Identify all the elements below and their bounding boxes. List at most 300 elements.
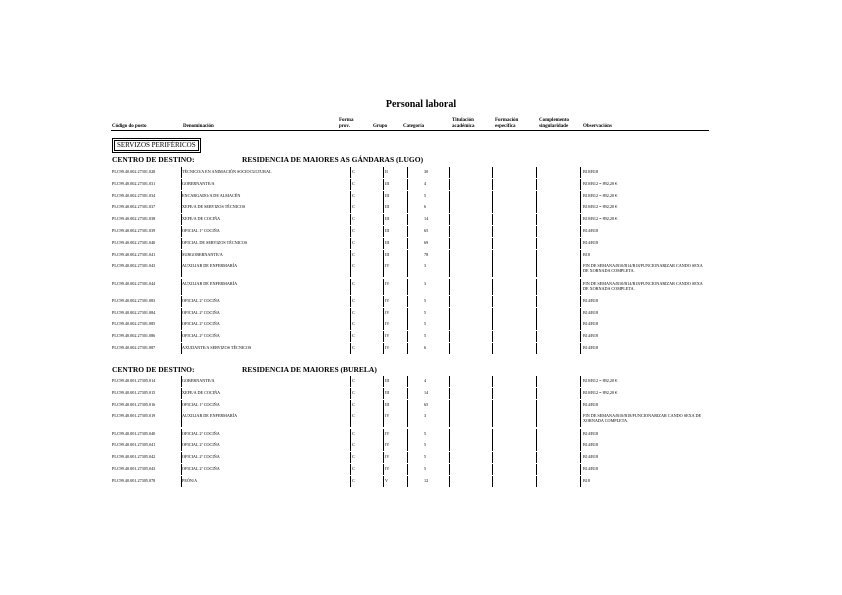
column-divider (449, 343, 450, 354)
column-divider (449, 411, 450, 427)
column-divider (181, 343, 182, 354)
cell-denominacion: OFICIAL DE SERVIZOS TÉCNICOS (182, 239, 248, 245)
column-divider (181, 191, 182, 202)
column-divider (383, 214, 384, 225)
column-divider (492, 400, 493, 411)
column-divider (580, 226, 581, 237)
column-divider (407, 261, 408, 277)
column-divider (449, 250, 450, 261)
cell-forma: C (352, 401, 355, 407)
column-divider (181, 319, 182, 330)
cell-forma: C (352, 204, 355, 210)
cell-categoria: 5 (424, 442, 427, 448)
column-divider (536, 214, 537, 225)
column-divider (536, 319, 537, 330)
column-divider (383, 296, 384, 307)
column-divider (350, 261, 351, 277)
column-divider (492, 440, 493, 451)
column-divider (492, 343, 493, 354)
column-divider (407, 179, 408, 190)
cell-observacions: FIN DE SEMANA/B10/B14/B18/FUNCIONARIZAR CANDO SEXA DE XORNADA COMPLETA. (583, 263, 703, 274)
cell-codigo: PLC99.40.002.27301.038 (112, 216, 156, 222)
column-divider (350, 296, 351, 307)
column-divider (580, 214, 581, 225)
column-divider (536, 411, 537, 427)
cell-codigo: PLC99.40.002.27301.084 (112, 309, 156, 315)
column-divider (449, 476, 450, 487)
cell-denominacion: ENCARGADO/A DE ALMACÉN (182, 192, 241, 198)
cell-denominacion: AUXILIAR DE ENFERMARÍA (182, 413, 238, 419)
column-divider (407, 429, 408, 440)
cell-categoria: 5 (424, 192, 427, 198)
cell-denominacion: OFICIAL 2ª COCIÑA (182, 309, 220, 315)
column-divider (449, 214, 450, 225)
column-divider (492, 331, 493, 342)
cell-grupo: III (385, 401, 390, 407)
column-divider (350, 464, 351, 475)
column-divider (580, 191, 581, 202)
cell-codigo: PLC99.40.002.27301.037 (112, 204, 156, 210)
column-divider (407, 250, 408, 261)
column-divider (407, 476, 408, 487)
column-divider (580, 440, 581, 451)
cell-forma: C (352, 333, 355, 339)
cell-categoria: 3 (424, 413, 427, 419)
column-divider (449, 308, 450, 319)
cell-observacions: B10/B12 = 892,20 € (583, 389, 618, 395)
column-divider (492, 388, 493, 399)
column-divider (350, 226, 351, 237)
column-divider (580, 452, 581, 463)
cell-forma: C (352, 251, 355, 257)
cell-grupo: III (385, 239, 390, 245)
cell-grupo: IV (385, 413, 390, 419)
cell-denominacion: XEFE/A DE SERVIZOS TÉCNICOS (182, 204, 246, 210)
column-divider (449, 226, 450, 237)
table-header (111, 116, 709, 131)
column-divider (449, 331, 450, 342)
column-divider (383, 376, 384, 387)
cell-forma: C (352, 321, 355, 327)
column-divider (492, 214, 493, 225)
cell-forma: C (352, 297, 355, 303)
column-divider (536, 331, 537, 342)
cell-categoria: 78 (424, 251, 429, 257)
column-divider (492, 319, 493, 330)
column-divider (350, 376, 351, 387)
column-divider (383, 279, 384, 295)
cell-observacions: B10/B18 (583, 169, 599, 174)
column-divider (580, 308, 581, 319)
cell-denominacion: GOBERNANTE/A (182, 180, 215, 186)
column-divider (350, 167, 351, 178)
cell-grupo: IV (385, 442, 390, 448)
col-formacion: Formación específica (495, 118, 519, 129)
column-divider (449, 238, 450, 249)
column-divider (536, 376, 537, 387)
cell-categoria: 6 (424, 204, 427, 210)
column-divider (407, 238, 408, 249)
cell-grupo: IV (385, 321, 390, 327)
cell-codigo: PLC99.40.002.27301.041 (112, 251, 156, 257)
cell-codigo: PLC99.40.002.27301.028 (112, 169, 156, 174)
column-divider (383, 226, 384, 237)
column-divider (580, 476, 581, 487)
cell-codigo: PLC99.40.002.27301.086 (112, 333, 156, 339)
cell-denominacion: XEFE/A DE COCIÑA (182, 389, 221, 395)
cell-denominacion: AUXILIAR DE ENFERMARÍA (182, 280, 238, 286)
column-divider (580, 319, 581, 330)
col-titulacion: Titulación académica (452, 118, 475, 129)
cell-denominacion: XEFE/A DE COCIÑA (182, 216, 221, 222)
column-divider (580, 238, 581, 249)
column-divider (407, 331, 408, 342)
cell-observacions: B18 (583, 477, 590, 483)
cell-observacions: B14/B18 (583, 228, 599, 233)
cell-denominacion: AUXILIAR DE ENFERMARÍA (182, 263, 238, 269)
column-divider (449, 191, 450, 202)
column-divider (407, 319, 408, 330)
cell-categoria: 5 (424, 454, 427, 460)
column-divider (383, 319, 384, 330)
column-divider (350, 308, 351, 319)
cell-categoria: 3 (424, 280, 427, 286)
column-divider (350, 440, 351, 451)
cell-forma: C (352, 477, 355, 483)
cell-observacions: B18 (583, 251, 590, 257)
column-divider (181, 261, 182, 277)
column-divider (492, 250, 493, 261)
page-title: Personal laboral (385, 99, 457, 110)
column-divider (350, 411, 351, 427)
cell-grupo: III (385, 389, 390, 395)
column-divider (181, 464, 182, 475)
column-divider (536, 452, 537, 463)
column-divider (536, 191, 537, 202)
cell-forma: C (352, 442, 355, 448)
column-divider (407, 308, 408, 319)
column-divider (350, 429, 351, 440)
column-divider (181, 452, 182, 463)
column-divider (580, 429, 581, 440)
column-divider (536, 343, 537, 354)
cell-observacions: B14/B18 (583, 239, 599, 245)
cell-grupo: IV (385, 309, 390, 315)
cell-forma: C (352, 228, 355, 233)
cell-categoria: 14 (424, 389, 429, 395)
column-divider (536, 226, 537, 237)
centro-name: RESIDENCIA DE MAIORES (BURELA) (242, 365, 377, 374)
column-divider (449, 261, 450, 277)
column-divider (580, 464, 581, 475)
cell-categoria: 69 (424, 239, 429, 245)
cell-codigo: PLC99.40.001.27305.043 (112, 466, 156, 471)
column-divider (383, 429, 384, 440)
cell-codigo: PLC99.40.002.27301.044 (112, 280, 156, 286)
cell-forma: C (352, 454, 355, 460)
cell-grupo: II (385, 169, 388, 174)
cell-observacions: B14/B18 (583, 430, 599, 436)
cell-forma: C (352, 169, 355, 174)
cell-forma: C (352, 239, 355, 245)
column-divider (536, 464, 537, 475)
column-divider (350, 250, 351, 261)
cell-denominacion: SUBGOBERNANTE/A (182, 251, 223, 257)
column-divider (350, 179, 351, 190)
cell-denominacion: AXUDANTE/A SERVIZOS TÉCNICOS (182, 345, 252, 350)
cell-codigo: PLC99.40.002.27301.087 (112, 345, 156, 350)
column-divider (181, 226, 182, 237)
column-divider (536, 388, 537, 399)
column-divider (383, 440, 384, 451)
cell-grupo: IV (385, 466, 390, 471)
column-divider (492, 376, 493, 387)
cell-observacions: B10/B12 = 892,20 € (583, 378, 618, 383)
column-divider (350, 476, 351, 487)
cell-observacions: B14/B18 (583, 309, 599, 315)
cell-denominacion: OFICIAL 2ª COCIÑA (182, 454, 220, 460)
col-categoria: Categoría (403, 123, 425, 129)
cell-codigo: PLC99.40.001.27305.078 (112, 477, 156, 483)
cell-observacions: B14/B18 (583, 466, 599, 471)
cell-codigo: PLC99.40.002.27301.085 (112, 321, 156, 327)
column-divider (181, 308, 182, 319)
column-divider (181, 376, 182, 387)
column-divider (492, 167, 493, 178)
column-divider (407, 452, 408, 463)
column-divider (492, 429, 493, 440)
column-divider (407, 191, 408, 202)
cell-codigo: PLC99.40.001.27305.019 (112, 413, 156, 419)
column-divider (449, 296, 450, 307)
cell-denominacion: OFICIAL 2ª COCIÑA (182, 297, 220, 303)
column-divider (407, 440, 408, 451)
column-divider (350, 400, 351, 411)
cell-codigo: PLC99.40.001.27305.040 (112, 430, 156, 436)
column-divider (350, 214, 351, 225)
column-divider (580, 202, 581, 213)
column-divider (580, 179, 581, 190)
cell-observacions: B14/B18 (583, 333, 599, 339)
column-divider (383, 343, 384, 354)
cell-categoria: 5 (424, 297, 427, 303)
cell-categoria: 3 (424, 263, 427, 269)
cell-observacions: B14/B18 (583, 297, 599, 303)
column-divider (536, 400, 537, 411)
cell-categoria: 30 (424, 169, 429, 174)
cell-categoria: 6 (424, 345, 427, 350)
column-divider (383, 191, 384, 202)
column-divider (580, 167, 581, 178)
column-divider (383, 238, 384, 249)
column-divider (407, 167, 408, 178)
cell-observacions: B10/B12 = 892,20 € (583, 216, 618, 222)
column-divider (181, 331, 182, 342)
column-divider (580, 400, 581, 411)
cell-observacions: B10/B12 = 892,20 € (583, 180, 618, 186)
centro-label: CENTRO DE DESTINO: (112, 155, 195, 164)
column-divider (536, 261, 537, 277)
column-divider (350, 319, 351, 330)
cell-codigo: PLC99.40.002.27301.039 (112, 228, 156, 233)
cell-codigo: PLC99.40.001.27305.016 (112, 401, 156, 407)
section-title: SERVIZOS PERIFÉRICOS (114, 140, 199, 151)
cell-codigo: PLC99.40.001.27305.015 (112, 389, 156, 395)
column-divider (407, 411, 408, 427)
cell-grupo: IV (385, 263, 390, 269)
column-divider (181, 214, 182, 225)
column-divider (492, 464, 493, 475)
column-divider (383, 411, 384, 427)
column-divider (383, 476, 384, 487)
column-divider (536, 179, 537, 190)
cell-grupo: III (385, 251, 390, 257)
column-divider (407, 214, 408, 225)
column-divider (181, 202, 182, 213)
cell-grupo: IV (385, 280, 390, 286)
column-divider (383, 167, 384, 178)
col-grupo: Grupo (373, 123, 388, 129)
cell-forma: C (352, 263, 355, 269)
column-divider (181, 429, 182, 440)
cell-denominacion: OFICIAL 1ª COCIÑA (182, 228, 220, 233)
cell-forma: C (352, 413, 355, 419)
column-divider (350, 343, 351, 354)
cell-grupo: IV (385, 345, 390, 350)
column-divider (492, 452, 493, 463)
column-divider (181, 167, 182, 178)
column-divider (407, 464, 408, 475)
cell-forma: C (352, 378, 355, 383)
column-divider (181, 238, 182, 249)
cell-observacions: B14/B18 (583, 442, 599, 448)
column-divider (350, 202, 351, 213)
cell-observacions: B10/B12 = 892,20 € (583, 204, 618, 210)
section-box (112, 138, 201, 153)
column-divider (492, 261, 493, 277)
cell-forma: C (352, 466, 355, 471)
cell-grupo: V (385, 477, 389, 483)
cell-forma: C (352, 216, 355, 222)
cell-codigo: PLC99.40.002.27301.034 (112, 192, 156, 198)
column-divider (407, 296, 408, 307)
column-divider (383, 202, 384, 213)
cell-codigo: PLC99.40.002.27301.040 (112, 239, 156, 245)
column-divider (449, 319, 450, 330)
cell-denominacion: OFICIAL 2ª COCIÑA (182, 442, 220, 448)
column-divider (449, 440, 450, 451)
cell-denominacion: OFICIAL 2ª COCIÑA (182, 466, 220, 471)
column-divider (181, 296, 182, 307)
cell-denominacion: PEÓN/A (182, 477, 198, 483)
cell-denominacion: OFICIAL 2ª COCIÑA (182, 321, 220, 327)
col-codigo: Código do posto (112, 123, 147, 129)
cell-forma: C (352, 430, 355, 436)
centro-label: CENTRO DE DESTINO: (112, 365, 195, 374)
col-denominacion: Denominación (183, 123, 214, 129)
cell-categoria: 5 (424, 466, 427, 471)
cell-observacions: B10/B12 = 892,20 € (583, 192, 618, 198)
column-divider (492, 308, 493, 319)
cell-categoria: 5 (424, 333, 427, 339)
column-divider (536, 308, 537, 319)
cell-observacions: B14/B18 (583, 401, 599, 407)
cell-forma: C (352, 280, 355, 286)
cell-codigo: PLC99.40.002.27301.043 (112, 263, 156, 269)
cell-categoria: 4 (424, 180, 427, 186)
cell-categoria: 12 (424, 477, 429, 483)
column-divider (350, 191, 351, 202)
cell-categoria: 14 (424, 216, 429, 222)
column-divider (383, 388, 384, 399)
cell-observacions: B14/B18 (583, 454, 599, 460)
column-divider (492, 411, 493, 427)
column-divider (492, 476, 493, 487)
column-divider (350, 331, 351, 342)
column-divider (449, 400, 450, 411)
cell-grupo: IV (385, 333, 390, 339)
column-divider (407, 202, 408, 213)
column-divider (449, 279, 450, 295)
column-divider (449, 376, 450, 387)
column-divider (449, 167, 450, 178)
column-divider (580, 279, 581, 295)
cell-grupo: III (385, 180, 390, 186)
cell-categoria: 65 (424, 228, 429, 233)
cell-codigo: PLC99.40.001.27305.014 (112, 378, 156, 383)
cell-grupo: III (385, 216, 390, 222)
column-divider (492, 191, 493, 202)
column-divider (536, 238, 537, 249)
column-divider (580, 388, 581, 399)
column-divider (536, 296, 537, 307)
column-divider (536, 202, 537, 213)
column-divider (449, 429, 450, 440)
column-divider (492, 296, 493, 307)
cell-codigo: PLC99.40.001.27305.041 (112, 442, 156, 448)
column-divider (580, 376, 581, 387)
cell-grupo: IV (385, 430, 390, 436)
cell-denominacion: TÉCNICO/A EN ANIMACIÓN SOCIOCULTURAL (182, 169, 272, 174)
column-divider (181, 179, 182, 190)
column-divider (383, 179, 384, 190)
cell-observacions: FIN DE SEMANA/B10/B14/B18/FUNCIONARIZAR CANDO SEXA DE XORNADA COMPLETA. (583, 280, 703, 291)
column-divider (383, 464, 384, 475)
column-divider (181, 400, 182, 411)
cell-forma: C (352, 345, 355, 350)
column-divider (181, 411, 182, 427)
cell-codigo: PLC99.40.002.27301.031 (112, 180, 156, 186)
column-divider (407, 343, 408, 354)
column-divider (383, 308, 384, 319)
column-divider (181, 440, 182, 451)
column-divider (492, 202, 493, 213)
column-divider (449, 388, 450, 399)
cell-forma: C (352, 389, 355, 395)
column-divider (383, 261, 384, 277)
column-divider (580, 296, 581, 307)
column-divider (407, 279, 408, 295)
column-divider (383, 400, 384, 411)
column-divider (580, 411, 581, 427)
column-divider (350, 279, 351, 295)
cell-categoria: 5 (424, 430, 427, 436)
column-divider (492, 226, 493, 237)
column-divider (536, 440, 537, 451)
col-complemento: Complemento singularidade (539, 118, 569, 129)
cell-denominacion: OFICIAL 2ª COCIÑA (182, 333, 220, 339)
column-divider (580, 250, 581, 261)
